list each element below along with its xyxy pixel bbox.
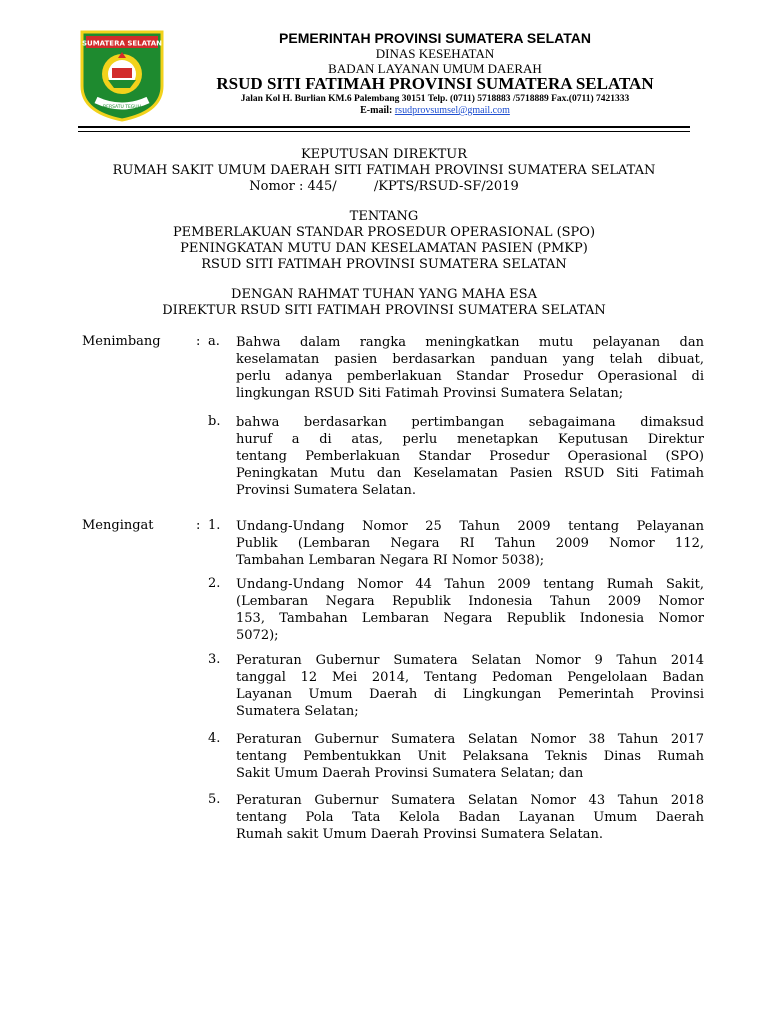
paragraph-line: 5072); [236,628,279,643]
letterhead-rule-thin [78,131,690,132]
paragraph-line: Peraturan Gubernur Sumatera Selatan Nomor 38 Tahun 2017 [236,732,704,747]
letterhead-email-line [185,105,685,116]
mengingat-colon: : [196,518,201,533]
paragraph-line: Undang-Undang Nomor 44 Tahun 2009 tentang Rumah Sakit, [236,577,704,592]
decree-director: DIREKTUR RSUD SITI FATIMAH PROVINSI SUMATERA SELATAN [162,303,606,318]
mengingat-item-mark: 3. [208,652,221,667]
decree-grace: DENGAN RAHMAT TUHAN YANG MAHA ESA [231,287,537,302]
paragraph-line: tentang Pemberlakuan Standar Prosedur Operasional (SPO) [236,449,704,464]
paragraph-line: Sakit Umum Daerah Provinsi Sumatera Selatan; dan [236,766,584,781]
mengingat-label: Mengingat [82,518,154,533]
paragraph-line: Layanan Umum Daerah di Lingkungan Pemerintah Provinsi [236,687,704,702]
paragraph-line: Undang-Undang Nomor 25 Tahun 2009 tentang Pelayanan [236,519,704,534]
emblem-bottom-text: BERSATU TEGUH [103,105,141,110]
paragraph-line: perlu adanya pemberlakuan Standar Prosedur Operasional di [236,369,704,384]
decree-subject-1: PEMBERLAKUAN STANDAR PROSEDUR OPERASIONAL (SPO) [172,225,596,240]
paragraph-line: (Lembaran Negara Republik Indonesia Tahun 2009 Nomor [236,594,704,609]
province-emblem-icon [78,28,166,122]
paragraph-line: Peningkatan Mutu dan Keselamatan Pasien RSUD Siti Fatimah [236,466,704,481]
paragraph-line: lingkungan RSUD Siti Fatimah Provinsi Sumatera Selatan; [236,386,624,401]
paragraph-line: tentang Pembentukkan Unit Pelaksana Teknis Dinas Rumah [236,749,704,764]
paragraph-line: Peraturan Gubernur Sumatera Selatan Nomor 9 Tahun 2014 [236,653,704,668]
letterhead-hospital: RSUD SITI FATIMAH PROVINSI SUMATERA SELATAN [216,74,654,93]
mengingat-item-mark: 2. [208,576,221,591]
menimbang-item-b [236,414,704,499]
letterhead-agency: DINAS KESEHATAN [375,46,495,61]
paragraph-line: Tambahan Lembaran Negara RI Nomor 5038); [236,553,545,568]
email-label: E-mail: [360,105,393,116]
paragraph-line: 153, Tambahan Lembaran Negara Republik Indonesia Nomor [236,611,704,626]
paragraph-line: tanggal 12 Mei 2014, Tentang Pedoman Pengelolaan Badan [236,670,704,685]
menimbang-item-mark: a. [208,334,220,349]
mengingat-item-4 [236,731,704,782]
letterhead-unit: BADAN LAYANAN UMUM DAERAH [328,61,542,76]
paragraph-line: keselamatan pasien berdasarkan panduan yang telah dibuat, [236,352,704,367]
mengingat-item-mark: 4. [208,731,221,746]
paragraph-line: huruf a di atas, perlu menetapkan Keputusan Direktur [236,432,704,447]
mengingat-item-5 [236,792,704,843]
letterhead-rule-thick [78,126,690,128]
paragraph-line: Sumatera Selatan; [236,704,359,719]
email-link[interactable]: rsudprovsumsel@gmail.com [394,105,510,116]
decree-number: Nomor : 445/ /KPTS/RSUD-SF/2019 [249,179,519,194]
paragraph-line: tentang Pola Tata Kelola Badan Layanan Umum Daerah [236,810,704,825]
menimbang-colon: : [196,334,201,349]
menimbang-item-mark: b. [208,414,221,429]
mengingat-item-mark: 5. [208,792,221,807]
mengingat-item-2 [236,576,704,644]
paragraph-line: Provinsi Sumatera Selatan. [236,483,416,498]
decree-title: KEPUTUSAN DIREKTUR [300,147,468,162]
mengingat-item-3 [236,652,704,720]
menimbang-item-a [236,334,704,402]
emblem-top-text: SUMATERA SELATAN [81,39,163,48]
decree-subject-3: RSUD SITI FATIMAH PROVINSI SUMATERA SELATAN [201,257,567,272]
menimbang-label: Menimbang [82,334,161,349]
decree-issuer: RUMAH SAKIT UMUM DAERAH SITI FATIMAH PROVINSI SUMATERA SELATAN [112,163,656,178]
mengingat-item-mark: 1. [208,518,221,533]
paragraph-line: Peraturan Gubernur Sumatera Selatan Nomor 43 Tahun 2018 [236,793,704,808]
letterhead-government: PEMERINTAH PROVINSI SUMATERA SELATAN [279,30,591,46]
mengingat-item-1 [236,518,704,569]
paragraph-line: Bahwa dalam rangka meningkatkan mutu pelayanan dan [236,335,704,350]
paragraph-line: Rumah sakit Umum Daerah Provinsi Sumatera Selatan. [236,827,603,842]
paragraph-line: bahwa berdasarkan pertimbangan sebagaimana dimaksud [236,415,704,430]
decree-subject-2: PENINGKATAN MUTU DAN KESELAMATAN PASIEN (PMKP) [180,241,588,256]
paragraph-line: Publik (Lembaran Negara RI Tahun 2009 Nomor 112, [236,536,704,551]
decree-about: TENTANG [349,209,419,224]
letterhead-address: Jalan Kol H. Burlian KM.6 Palembang 30151 Telp. (0711) 5718883 /5718889 Fax.(0711) 7421333 [240,94,630,104]
